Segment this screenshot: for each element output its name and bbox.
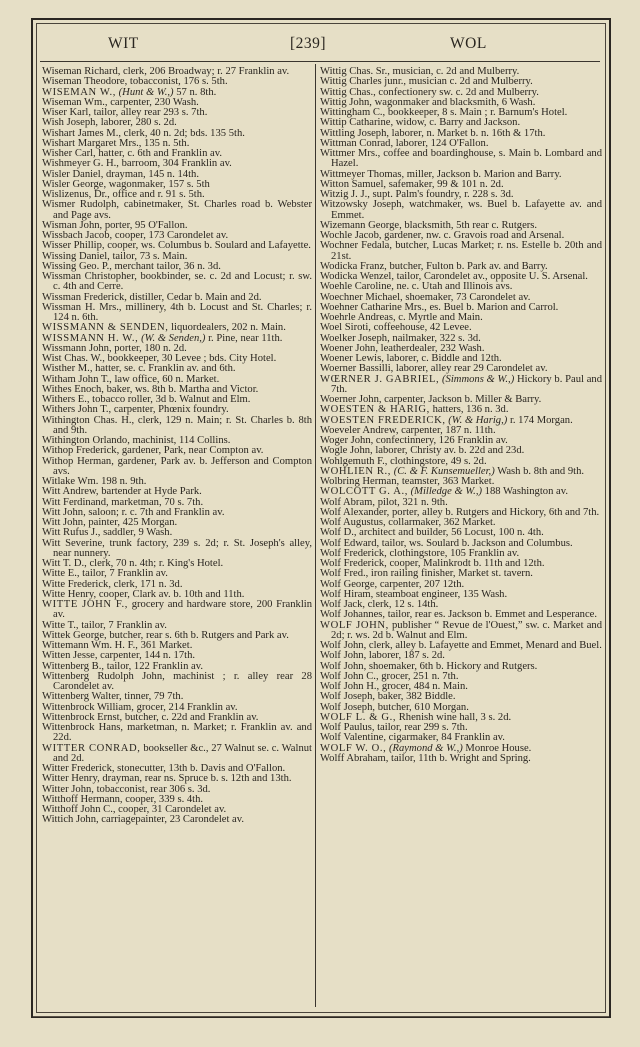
entry-text: Witthoff John C., cooper, 31 Carondelet av. — [42, 804, 227, 815]
entry-text: Wittenberg Rudolph John, machinist ; r. alley rear 28 Carondelet av. — [42, 670, 312, 692]
directory-entry — [320, 200, 602, 221]
entry-text: Wolf Alexander, porter, alley b. Rutgers and Hickory, 6th and 7th. — [320, 506, 600, 518]
entry-text: Wogle John, laborer, Christy av. b. 22d and 23d. — [320, 445, 525, 457]
entry-text: Wohlgemuth F., clothingstore, 49 s. 2d. — [320, 455, 487, 467]
entry-text: Wissing Daniel, tailor, 73 s. Main. — [42, 250, 188, 262]
entry-text: Wolf Fred., iron railing finisher, Market st. tavern. — [320, 568, 533, 580]
entry-details: r. Pine, near 11th. — [208, 332, 283, 344]
entry-text: Woerner John, carpenter, Jackson b. Miller & Barry. — [320, 394, 542, 405]
directory-entry — [42, 303, 312, 324]
entry-text: Wolf John H., grocer, 484 n. Main. — [320, 681, 468, 692]
entry-text: Witt Ferdinand, marketman, 70 s. 7th. — [42, 496, 204, 508]
directory-entry — [42, 272, 312, 293]
entry-text: Wolf Edward, tailor, ws. Soulard b. Jackson and Columbus. — [320, 537, 573, 549]
entry-text: Wolf Paulus, tailor, rear 299 s. 7th. — [320, 722, 468, 733]
entry-text: Woener John, leatherdealer, 232 Wash. — [320, 342, 485, 354]
entry-text: Wishmeyer G. H., barroom, 304 Franklin av. — [42, 158, 232, 170]
entry-details: hatters, 136 n. 3d. — [432, 404, 509, 416]
entry-text: Woehrle Andreas, c. Myrtle and Main. — [320, 312, 483, 323]
entry-text: Woehner Catharine Mrs., es. Buel b. Marion and Carrol. — [320, 301, 559, 313]
entry-text: Wittemann Wm. H. F., 361 Market. — [42, 640, 193, 651]
entry-text: Wodicka Franz, butcher, Fulton b. Park av. and Barry. — [320, 260, 548, 272]
entry-text: Witt Andrew, bartender at Hyde Park. — [42, 486, 202, 498]
entry-text: Wolf John, clerk, alley b. Lafayette and Emmet, Menard and Buel. — [320, 640, 602, 651]
entry-business-name: WISSMANN H. W., — [42, 332, 139, 344]
entry-text: Wittig Chas., confectionery sw. c. 2d and Mulberry. — [320, 86, 539, 98]
entry-firm: (Simmons & W.,) — [442, 373, 515, 385]
entry-business-name: WOHLIEN R., — [320, 465, 392, 477]
entry-text: Wolf Frederick, clothingstore, 105 Franklin av. — [320, 547, 520, 559]
left-column — [42, 67, 312, 826]
column-divider — [315, 64, 316, 1007]
directory-entry — [42, 672, 312, 693]
entry-firm: (Milledge & W.,) — [410, 486, 483, 498]
directory-entry — [42, 815, 312, 825]
entry-text: Wittenbrock William, grocer, 214 Franklin av. — [42, 701, 238, 713]
directory-entry — [320, 149, 602, 170]
entry-text: Witte Frederick, clerk, 171 n. 3d. — [42, 578, 183, 590]
entry-text: Woelker Joseph, nailmaker, 322 s. 3d. — [320, 332, 481, 344]
entry-business-name: WOESTEN & HARIG, — [320, 404, 430, 416]
entry-text: Witte Henry, cooper, Clark av. b. 10th and 11th. — [42, 588, 245, 600]
entry-text: Withington Orlando, machinist, 114 Collins. — [42, 435, 231, 446]
entry-text: Wittip Catharine, widow, c. Barry and Jackson. — [320, 117, 521, 129]
entry-text: Wolf Joseph, butcher, 610 Morgan. — [320, 701, 469, 713]
entry-text: Wittig Chas. Sr., musician, c. 2d and Mulberry. — [320, 66, 520, 77]
entry-text: Witlake Wm. 198 n. 9th. — [42, 476, 147, 487]
directory-entry — [42, 416, 312, 437]
entry-business-name: WOESTEN FREDERICK, — [320, 414, 446, 426]
directory-entry — [320, 754, 602, 764]
entry-text: Wisler Daniel, drayman, 145 n. 14th. — [42, 168, 199, 180]
entry-text: Wolf Augustus, collarmaker, 362 Market. — [320, 517, 496, 528]
entry-text: Wolf John, shoemaker, 6th b. Hickory and Rutgers. — [320, 660, 538, 672]
entry-text: Wolf Jack, clerk, 12 s. 14th. — [320, 599, 439, 610]
entry-text: Wiseman Theodore, tobacconist, 176 s. 5th. — [42, 76, 228, 88]
entry-text: Wittling Joseph, laborer, n. Market b. n. 16th & 17th. — [320, 127, 546, 139]
entry-text: Wissbach Jacob, cooper, 173 Carondelet av. — [42, 230, 229, 241]
entry-details: Monroe House. — [465, 742, 532, 754]
directory-entry — [42, 723, 312, 744]
entry-firm: (W. & Harig,) — [448, 414, 508, 426]
entry-text: Witt John, painter, 425 Morgan. — [42, 517, 178, 528]
entry-text: Woehle Caroline, ne. c. Utah and Illinois avs. — [320, 281, 513, 293]
entry-business-name: WOLCOTT G. A., — [320, 486, 408, 498]
page-number: [239] — [290, 35, 327, 52]
entry-text: Wish Joseph, laborer, 280 s. 2d. — [42, 117, 177, 129]
entry-text: Wittman Conrad, laborer, 124 O'Fallon. — [320, 137, 489, 149]
entry-text: Wittenberg B., tailor, 122 Franklin av. — [42, 660, 203, 672]
directory-entry — [320, 375, 602, 396]
entry-text: Wiser Karl, tailor, alley rear 293 s. 7th. — [42, 107, 208, 118]
header-last-entry-abbrev: WOL — [450, 35, 487, 52]
entry-text: Wittich John, carriagepainter, 23 Carondelet av. — [42, 814, 245, 826]
entry-text: Withes Enoch, baker, ws. 8th b. Martha and Victor. — [42, 383, 259, 395]
entry-details: 57 n. 8th. — [176, 86, 217, 98]
entry-text: Wolf Abram, pilot, 321 n. 9th. — [320, 496, 448, 508]
entry-details: liquordealers, 202 n. Main. — [171, 322, 286, 334]
entry-business-name: WITTER CONRAD, — [42, 742, 141, 754]
entry-text: Witham John T., law office, 60 n. Market. — [42, 373, 220, 385]
entry-text: Woerner Bassilli, laborer, alley rear 29 Carondelet av. — [320, 363, 548, 375]
entry-details: grocery and hardware store, 200 Franklin av. — [53, 599, 312, 621]
entry-firm: (W. & Senden,) — [141, 332, 206, 344]
entry-business-name: WISEMAN W., — [42, 86, 116, 98]
entry-text: Wishart James M., clerk, 40 n. 2d; bds. 135 5th. — [42, 127, 245, 139]
entry-text: Witte T., tailor, 7 Franklin av. — [42, 619, 167, 631]
entry-text: Witten Jesse, carpenter, 144 n. 17th. — [42, 650, 196, 662]
entry-text: Witt Rufus J., saddler, 9 Wash. — [42, 527, 173, 539]
directory-entry — [42, 457, 312, 478]
entry-text: Withers John T., carpenter, Phœnix foundry. — [42, 404, 229, 416]
entry-details: Hickory b. Paul and 7th. — [331, 373, 602, 395]
entry-text: Wolf D., architect and builder, 56 Locust, 100 n. 4th. — [320, 527, 544, 539]
entry-text: Wolf John C., grocer, 251 n. 7th. — [320, 670, 459, 682]
directory-entry — [42, 200, 312, 221]
entry-text: Wodicka Wenzel, tailor, Carondelet av., opposite U. S. Arsenal. — [320, 271, 588, 282]
entry-text: Wisher Carl, hatter, c. 6th and Franklin av. — [42, 148, 222, 159]
entry-text: Wisler George, wagonmaker, 157 s. 5th — [42, 178, 210, 190]
entry-text: Wittingham C., bookkeeper, 8 s. Main ; r. Barnum's Hotel. — [320, 107, 568, 118]
entry-text: Wittig John, wagonmaker and blacksmith, 6 Wash. — [320, 96, 536, 108]
entry-text: Wissmann John, porter, 180 n. 2d. — [42, 342, 187, 354]
directory-entry — [42, 539, 312, 560]
entry-firm: (Raymond & W.,) — [389, 742, 463, 754]
directory-entry — [320, 241, 602, 262]
entry-text: Wochle Jacob, gardener, nw. c. Gravois road and Arsenal. — [320, 230, 565, 241]
entry-text: Wissman H. Mrs., millinery, 4th b. Locust and St. Charles; r. 124 n. 6th. — [42, 301, 312, 323]
entry-text: Woeveler Andrew, carpenter, 187 n. 11th. — [320, 424, 496, 436]
entry-business-name: WOLF L. & G., — [320, 711, 397, 723]
entry-business-name: WITTE JOHN F., — [42, 599, 129, 610]
entry-business-name: WOLF JOHN, — [320, 619, 389, 631]
bottom-rule — [33, 1016, 609, 1017]
entry-details: Rhenish wine hall, 3 s. 2d. — [398, 711, 512, 723]
entry-details: r. 174 Morgan. — [509, 414, 573, 426]
entry-text: Wittmer Mrs., coffee and boardinghouse, s. Main b. Lombard and Hazel. — [320, 148, 602, 170]
entry-text: Witzig J. J., supt. Palm's foundry, r. 228 s. 3d. — [320, 189, 514, 200]
entry-text: Wolf George, carpenter, 207 12th. — [320, 578, 465, 590]
entry-text: Withington Chas. H., clerk, 129 n. Main; r. St. Charles b. 8th and 9th. — [42, 414, 312, 436]
entry-text: Wisther M., hatter, se. c. Franklin av. and 6th. — [42, 363, 236, 375]
entry-text: Witt John, saloon; r. c. 7th and Franklin av. — [42, 506, 225, 518]
entry-text: Wittek George, butcher, rear s. 6th b. Rutgers and Park av. — [42, 629, 289, 641]
running-head — [36, 33, 604, 57]
entry-text: Wolf Valentine, cigarmaker, 84 Franklin av. — [320, 732, 505, 744]
entry-text: Wolff Abraham, tailor, 11th b. Wright and Spring. — [320, 752, 531, 764]
entry-text: Wolf Joseph, baker, 382 Biddle. — [320, 691, 456, 703]
entry-text: Wislizenus, Dr., office and r. 91 s. 5th. — [42, 189, 205, 200]
entry-text: Wismer Rudolph, cabinetmaker, St. Charles road b. Webster and Page avs. — [42, 199, 312, 221]
directory-entry — [42, 600, 312, 621]
entry-text: Wisman John, porter, 95 O'Fallon. — [42, 219, 188, 231]
entry-details: publisher “ Revue de l'Ouest,” sw. c. Market and 2d; r. ws. 2d b. Walnut and Elm. — [331, 619, 602, 641]
entry-text: Wolf John, laborer, 187 s. 2d. — [320, 650, 445, 662]
entry-text: Wissing Geo. P., merchant tailor, 36 n. 3d. — [42, 260, 221, 272]
entry-text: Witzowsky Joseph, watchmaker, ws. Buel b. Lafayette av. and Emmet. — [320, 199, 602, 221]
entry-text: Wochner Fedala, butcher, Lucas Market; r. ns. Estelle b. 20th and 21st. — [320, 240, 602, 262]
entry-text: Woel Siroti, coffeehouse, 42 Levee. — [320, 322, 472, 334]
entry-text: Wist Chas. W., bookkeeper, 30 Levee ; bds. City Hotel. — [42, 353, 277, 364]
entry-text: Wittenbrock Ernst, butcher, c. 22d and Franklin av. — [42, 711, 259, 723]
entry-text: Witter Henry, drayman, rear ns. Spruce b. s. 12th and 13th. — [42, 773, 292, 785]
entry-text: Wiseman Wm., carpenter, 230 Wash. — [42, 96, 199, 108]
entry-firm: (C. & F. Kunsemueller,) — [393, 465, 495, 477]
entry-text: Wittenberg Walter, tinner, 79 7th. — [42, 691, 184, 703]
entry-text: Witt Severine, trunk factory, 239 s. 2d; r. St. Joseph's alley, near nunnery. — [42, 537, 312, 559]
entry-text: Wittenbrock Hans, marketman, n. Market; r. Franklin av. and 22d. — [42, 722, 312, 744]
entry-text: Witte E., tailor, 7 Franklin av. — [42, 568, 168, 580]
entry-text: Wolf Hiram, steamboat engineer, 135 Wash. — [320, 588, 508, 600]
entry-text: Witter John, tobacconist, rear 306 s. 3d. — [42, 783, 211, 795]
entry-text: Wiseman Richard, clerk, 206 Broadway; r. 27 Franklin av. — [42, 66, 290, 77]
entry-text: Wissman Frederick, distiller, Cedar b. Main and 2d. — [42, 291, 262, 303]
entry-text: Wolbring Herman, teamster, 363 Market. — [320, 476, 495, 487]
entry-firm: (Hunt & W.,) — [118, 86, 174, 98]
entry-text: Wizemann George, blacksmith, 5th rear c. Rutgers. — [320, 219, 538, 231]
entry-text: Wissman Christopher, bookbinder, se. c. 2d and Locust; r. sw. c. 4th and Cerre. — [42, 271, 312, 293]
entry-text: Withop Frederick, gardener, Park, near Compton av. — [42, 445, 264, 457]
entry-text: Withers E., tobacco roller, 3d b. Walnut and Elm. — [42, 394, 251, 405]
right-column — [320, 67, 602, 764]
entry-text: Woechner Michael, shoemaker, 73 Carondelet av. — [320, 291, 531, 303]
entry-business-name: WŒRNER J. GABRIEL, — [320, 373, 440, 385]
entry-text: Witter Frederick, stonecutter, 13th b. Davis and O'Fallon. — [42, 763, 286, 774]
header-rule — [40, 61, 600, 62]
entry-details: 188 Washington av. — [484, 486, 568, 498]
entry-business-name: WOLF W. O., — [320, 742, 387, 754]
entry-text: Wittmeyer Thomas, miller, Jackson b. Marion and Barry. — [320, 168, 562, 180]
directory-entry — [42, 744, 312, 765]
entry-text: Wisser Phillip, cooper, ws. Columbus b. Soulard and Lafayette. — [42, 240, 311, 252]
entry-business-name: WISSMANN & SENDEN, — [42, 322, 169, 334]
header-first-entry-abbrev: WIT — [108, 35, 139, 52]
directory-entry — [320, 621, 602, 642]
entry-text: Withop Herman, gardener, Park av. b. Jefferson and Compton avs. — [42, 455, 312, 477]
entry-text: Wittig Charles junr., musician c. 2d and Mulberry. — [320, 76, 533, 88]
entry-details: Wash b. 8th and 9th. — [497, 465, 585, 477]
entry-text: Wolf Frederick, cooper, Malinkrodt b. 11th and 12th. — [320, 558, 545, 569]
entry-text: Woger John, confectinnery, 126 Franklin av. — [320, 435, 508, 446]
entry-text: Witthoff Hermann, cooper, 339 s. 4th. — [42, 793, 204, 805]
entry-text: Witton Samuel, safemaker, 99 & 101 n. 2d. — [320, 178, 504, 190]
entry-text: Witt T. D., clerk, 70 n. 4th; r. King's Hotel. — [42, 558, 224, 569]
entry-text: Wolf Johannes, tailor, rear es. Jackson b. Emmet and Lesperance. — [320, 609, 598, 621]
entry-text: Woener Lewis, laborer, c. Biddle and 12th. — [320, 353, 502, 364]
entry-text: Wishart Margaret Mrs., 135 n. 5th. — [42, 137, 190, 149]
entry-details: bookseller &c., 27 Walnut se. c. Walnut and 2d. — [53, 742, 312, 764]
